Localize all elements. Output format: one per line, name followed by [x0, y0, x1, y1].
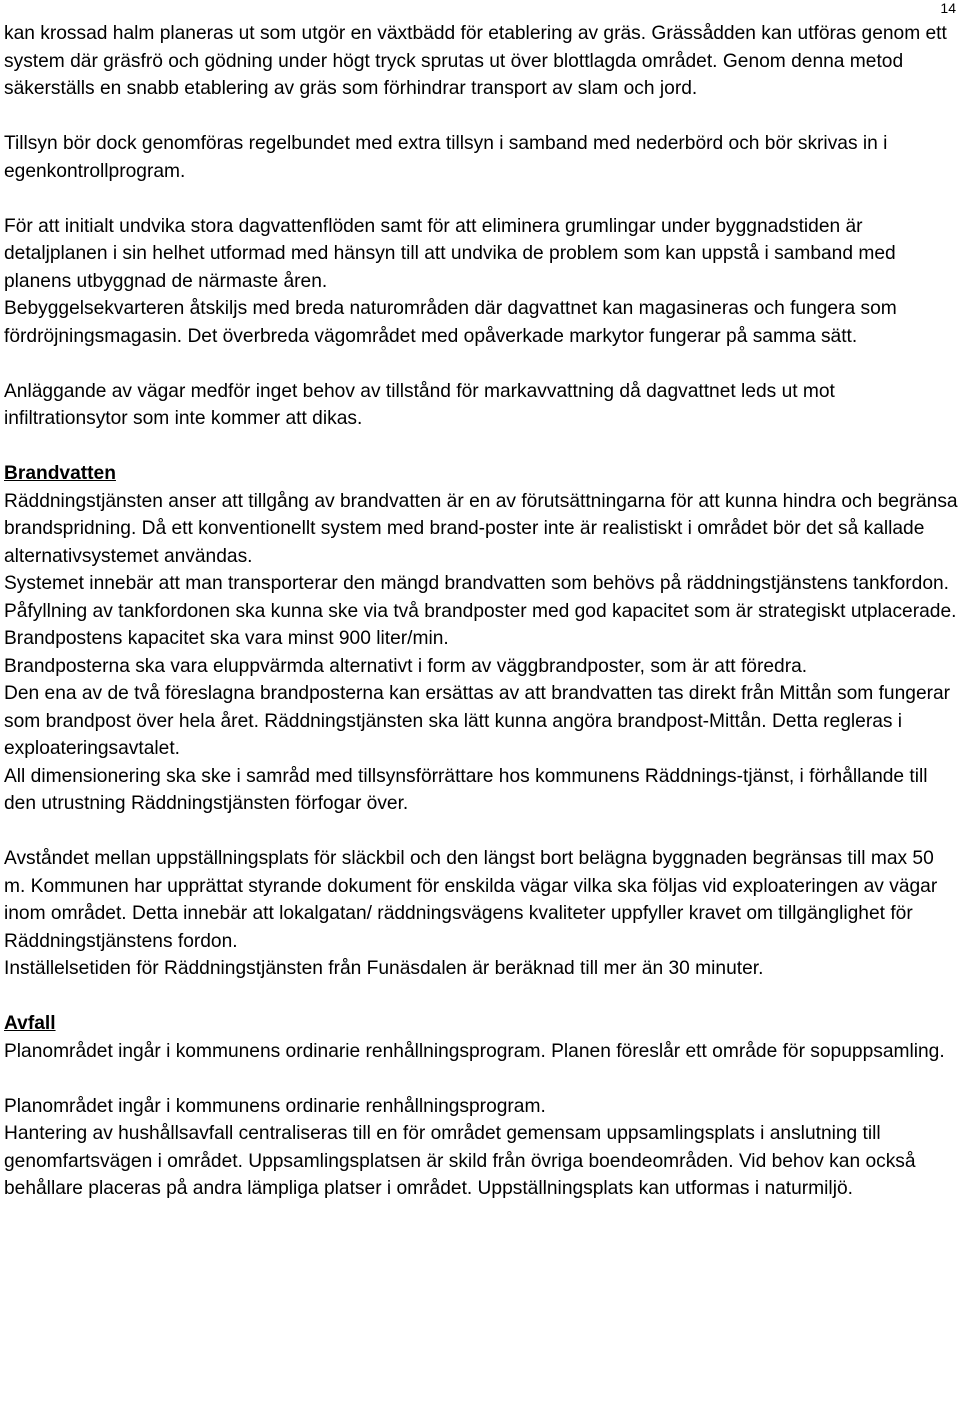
paragraph-gap	[4, 1065, 958, 1093]
paragraph-gap	[4, 983, 958, 1011]
paragraph-dimensioning: All dimensionering ska ske i samråd med tillsynsförrättare hos kommunens Räddnings-tjänst, i förhållande till den utrustning Räddningstjänsten förfogar över.	[4, 765, 928, 814]
paragraph-supervision: Tillsyn bör dock genomföras regelbundet med extra tillsyn i samband med nederbörd och bör skrivas in i egenkontrollprogram.	[4, 133, 888, 182]
paragraph-stormwater-flows: För att initialt undvika stora dagvattenflöden samt för att eliminera grumlingar under byggnadstiden är detaljplanen i sin helhet utformad med hänsyn till att undvika de problem som kan uppstå i samband med planens utbyggnad de närmaste åren.	[4, 215, 896, 292]
section-heading-brandvatten: Brandvatten	[4, 463, 116, 484]
document-body	[4, 20, 958, 1203]
paragraph-tank-vehicles: Systemet innebär att man transporterar den mängd brandvatten som behövs på räddningstjänstens tankfordon. Påfyllning av tankfordonen ska kunna ske via två brandposter med god kapacitet som är strategiskt utplacerade.	[4, 573, 957, 622]
paragraph-gap	[4, 350, 958, 378]
page-number: 14	[940, 0, 956, 16]
paragraph-waste-program-repeat: Planområdet ingår i kommunens ordinarie renhållningsprogram.	[4, 1095, 546, 1117]
paragraph-mittan-hydrant: Den ena av de två föreslagna brandposterna kan ersättas av att brandvatten tas direkt från Mittån som fungerar som brandpost över hela året. Räddningstjänsten ska lätt kunna angöra brandpost-Mittån. Detta regleras i exploateringsavtalet.	[4, 683, 951, 759]
paragraph-waste-program: Planområdet ingår i kommunens ordinarie renhållningsprogram. Planen föreslår ett område för sopuppsamling.	[4, 1040, 945, 1062]
paragraph-waste-collection: Hantering av hushållsavfall centraliseras till en för området gemensam uppsamlingsplats i anslutning till genomfartsvägen i området. Uppsamlingsplatsen är skild från övriga boendeområden. Vid behov kan också behållare placeras på andra lämpliga platser i området. Uppställningsplats kan utformas i naturmiljö.	[4, 1123, 916, 1199]
paragraph-grass-establishment: kan krossad halm planeras ut som utgör en växtbädd för etablering av gräs. Grässådden kan utföras genom ett system där gräsfrö och gödning under högt tryck sprutas ut över blottlagda området. Genom denna metod säkerställs en snabb etablering av gräs som förhindrar transport av slam och jord.	[4, 23, 947, 99]
paragraph-road-construction: Anläggande av vägar medför inget behov av tillstånd för markavvattning då dagvattnet leds ut mot infiltrationsytor som inte kommer att dikas.	[4, 380, 835, 429]
paragraph-hydrant-heating: Brandposterna ska vara eluppvärmda alternativt i form av väggbrandposter, som är att föredra.	[4, 655, 808, 677]
paragraph-hydrant-capacity: Brandpostens kapacitet ska vara minst 900 liter/min.	[4, 628, 449, 649]
paragraph-gap	[4, 433, 958, 461]
paragraph-natural-areas: Bebyggelsekvarteren åtskiljs med breda naturområden där dagvattnet kan magasineras och fungera som fördröjningsmagasin. Det överbreda vägområdet med opåverkade markytor fungerar på samma sätt.	[4, 298, 897, 347]
paragraph-gap	[4, 103, 958, 131]
paragraph-response-time: Inställelsetiden för Räddningstjänsten från Funäsdalen är beräknad till mer än 30 minuter.	[4, 958, 764, 979]
section-heading-avfall: Avfall	[4, 1013, 56, 1034]
paragraph-gap	[4, 185, 958, 213]
paragraph-gap	[4, 818, 958, 846]
paragraph-fire-water-supply: Räddningstjänsten anser att tillgång av brandvatten är en av förutsättningarna för att kunna hindra och begränsa brandspridning. Då ett konventionellt system med brand-poster inte är realistiskt i området bör det så kallade alternativsystemet användas.	[4, 490, 958, 567]
paragraph-access-distance: Avståndet mellan uppställningsplats för släckbil och den längst bort belägna byggnaden begränsas till max 50 m. Kommunen har upprättat styrande dokument för enskilda vägar vilka ska följas vid exploateringen av vägar inom området. Detta innebär att lokalgatan/ räddningsvägens kvaliteter uppfyller kravet om tillgänglighet för Räddningstjänstens fordon.	[4, 848, 938, 952]
